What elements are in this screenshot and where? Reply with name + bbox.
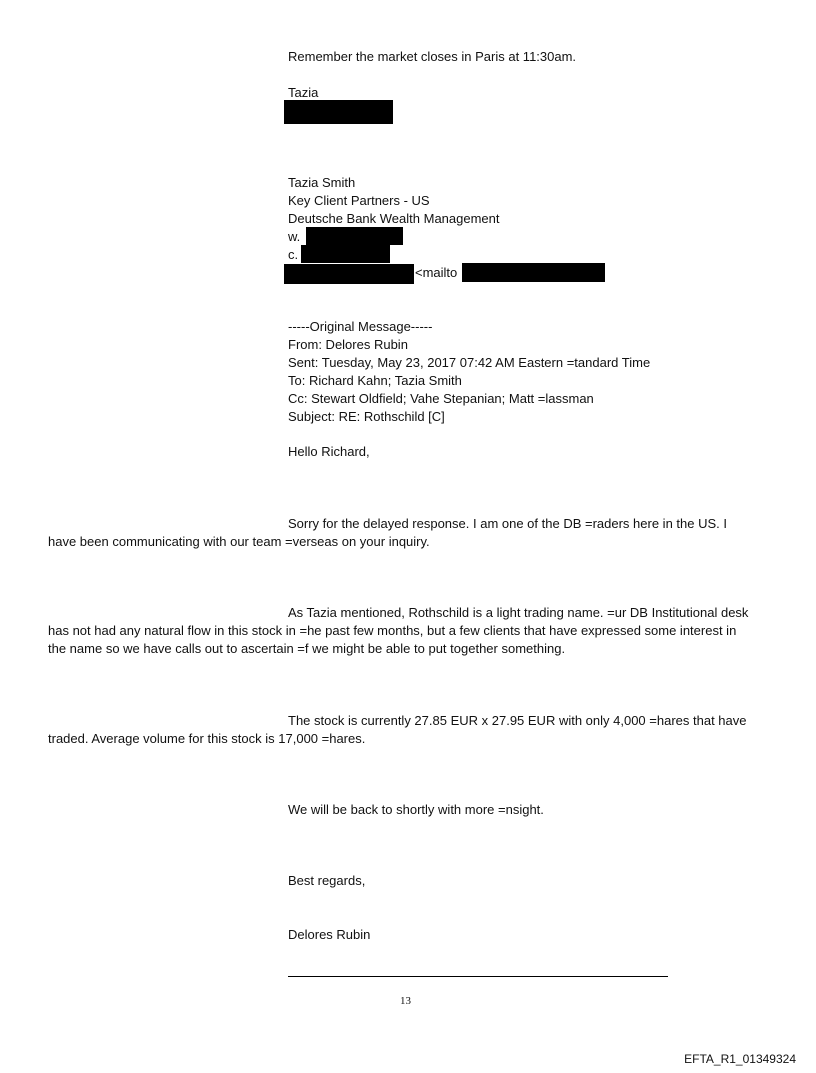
signature-work-label: w. [288,229,301,244]
mailto-text: <mailto [415,265,458,280]
original-sent: Sent: Tuesday, May 23, 2017 07:42 AM Eastern =tandard Time [288,355,651,370]
signature-org: Deutsche Bank Wealth Management [288,211,500,226]
greeting: Hello Richard, [288,444,370,459]
paragraph-1-line-2: have been communicating with our team =verseas on your inquiry. [48,534,430,549]
redaction-block [462,263,605,282]
signoff-short: Tazia [288,85,319,100]
paragraph-2-line-1: As Tazia mentioned, Rothschild is a light trading name. =ur DB Institutional desk [288,605,749,620]
closing: Best regards, [288,873,366,888]
original-subject: Subject: RE: Rothschild [C] [288,409,445,424]
signature-cell-label: c. [288,247,299,262]
signature-title: Key Client Partners - US [288,193,430,208]
footer-rule [288,976,668,977]
original-cc: Cc: Stewart Oldfield; Vahe Stepanian; Matt =lassman [288,391,594,406]
page-number: 13 [400,995,411,1007]
original-from: From: Delores Rubin [288,337,408,352]
redaction-block [284,100,393,124]
original-to: To: Richard Kahn; Tazia Smith [288,373,462,388]
paragraph-4: We will be back to shortly with more =nsight. [288,802,544,817]
paragraph-2-line-2: has not had any natural flow in this stock in =he past few months, but a few clients that have expressed some interest in [48,623,737,638]
redaction-block [306,227,403,245]
closing-name: Delores Rubin [288,927,371,942]
original-message-header: -----Original Message----- [288,319,433,334]
document-id: EFTA_R1_01349324 [684,1052,796,1066]
paragraph-3-line-2: traded. Average volume for this stock is 17,000 =hares. [48,731,366,746]
paragraph-3-line-1: The stock is currently 27.85 EUR x 27.95 EUR with only 4,000 =hares that have [288,713,747,728]
signature-name: Tazia Smith [288,175,356,190]
paragraph-2-line-3: the name so we have calls out to ascertain =f we might be able to put together something. [48,641,566,656]
paragraph-1-line-1: Sorry for the delayed response. I am one of the DB =raders here in the US. I [288,516,727,531]
redaction-block [301,245,390,263]
reminder-line: Remember the market closes in Paris at 11:30am. [288,49,577,64]
redaction-block [284,264,414,284]
